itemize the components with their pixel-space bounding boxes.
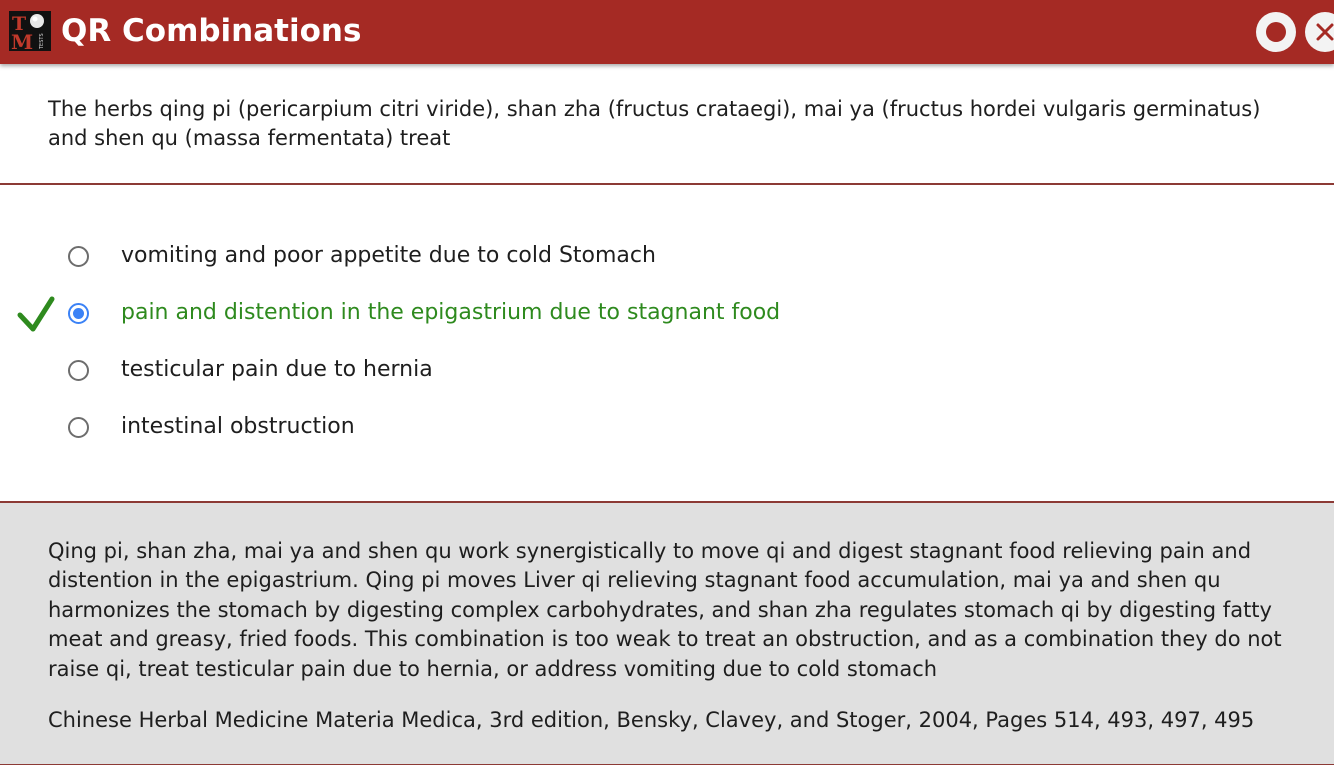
bottom-divider <box>0 764 1334 765</box>
radio-button-selected[interactable] <box>68 303 89 324</box>
answer-option[interactable] <box>0 350 1334 390</box>
answer-option-label[interactable]: pain and distention in the epigastrium due to stagnant food <box>121 300 781 325</box>
checkmark-icon <box>17 293 55 333</box>
question-text: The herbs qing pi (pericarpium citri viride), shan zha (fructus crataegi), mai ya (fructus hordei vulgaris germinatus) and shen qu (massa fermentata) treat <box>48 97 1261 150</box>
radio-button[interactable] <box>68 417 89 438</box>
app-logo <box>9 11 51 51</box>
explanation-text: Qing pi, shan zha, mai ya and shen qu work synergistically to move qi and digest stagnant food relieving pain and distention in the epigastrium. Qing pi moves Liver qi relieving stagnant food accumulation, mai ya and shen qu harmonizes the stomach by digesting complex carbohydrates, and shan zha regulates stomach qi by digesting fatty meat and greasy, fried foods. This combination is too weak to treat an obstruction, and as a combination they do not raise qi, treat testicular pain due to hernia, or address vomiting due to cold stomach <box>48 539 1282 681</box>
svg-text:TESTS: TESTS <box>39 33 45 49</box>
title-bar <box>0 0 1334 64</box>
record-button[interactable] <box>1256 12 1296 52</box>
reference-citation: Chinese Herbal Medicine Materia Medica, 3rd edition, Bensky, Clavey, and Stoger, 2004, Pages 514, 493, 497, 495 <box>48 708 1255 732</box>
svg-text:M: M <box>11 30 34 51</box>
answer-option[interactable] <box>0 236 1334 276</box>
radio-button[interactable] <box>68 246 89 267</box>
svg-text:T: T <box>12 13 27 35</box>
record-icon <box>1266 22 1286 42</box>
radio-button[interactable] <box>68 360 89 381</box>
question-divider <box>0 183 1334 185</box>
close-icon <box>1314 21 1334 43</box>
answer-option[interactable] <box>0 407 1334 447</box>
answer-option-label[interactable]: intestinal obstruction <box>121 414 355 439</box>
close-button[interactable] <box>1305 12 1334 52</box>
answer-option-label[interactable]: testicular pain due to hernia <box>121 357 433 382</box>
answer-option-correct[interactable] <box>0 293 1334 333</box>
explanation-panel <box>0 503 1334 765</box>
answer-option-label[interactable]: vomiting and poor appetite due to cold Stomach <box>121 243 656 268</box>
app-title: QR Combinations <box>61 13 362 49</box>
